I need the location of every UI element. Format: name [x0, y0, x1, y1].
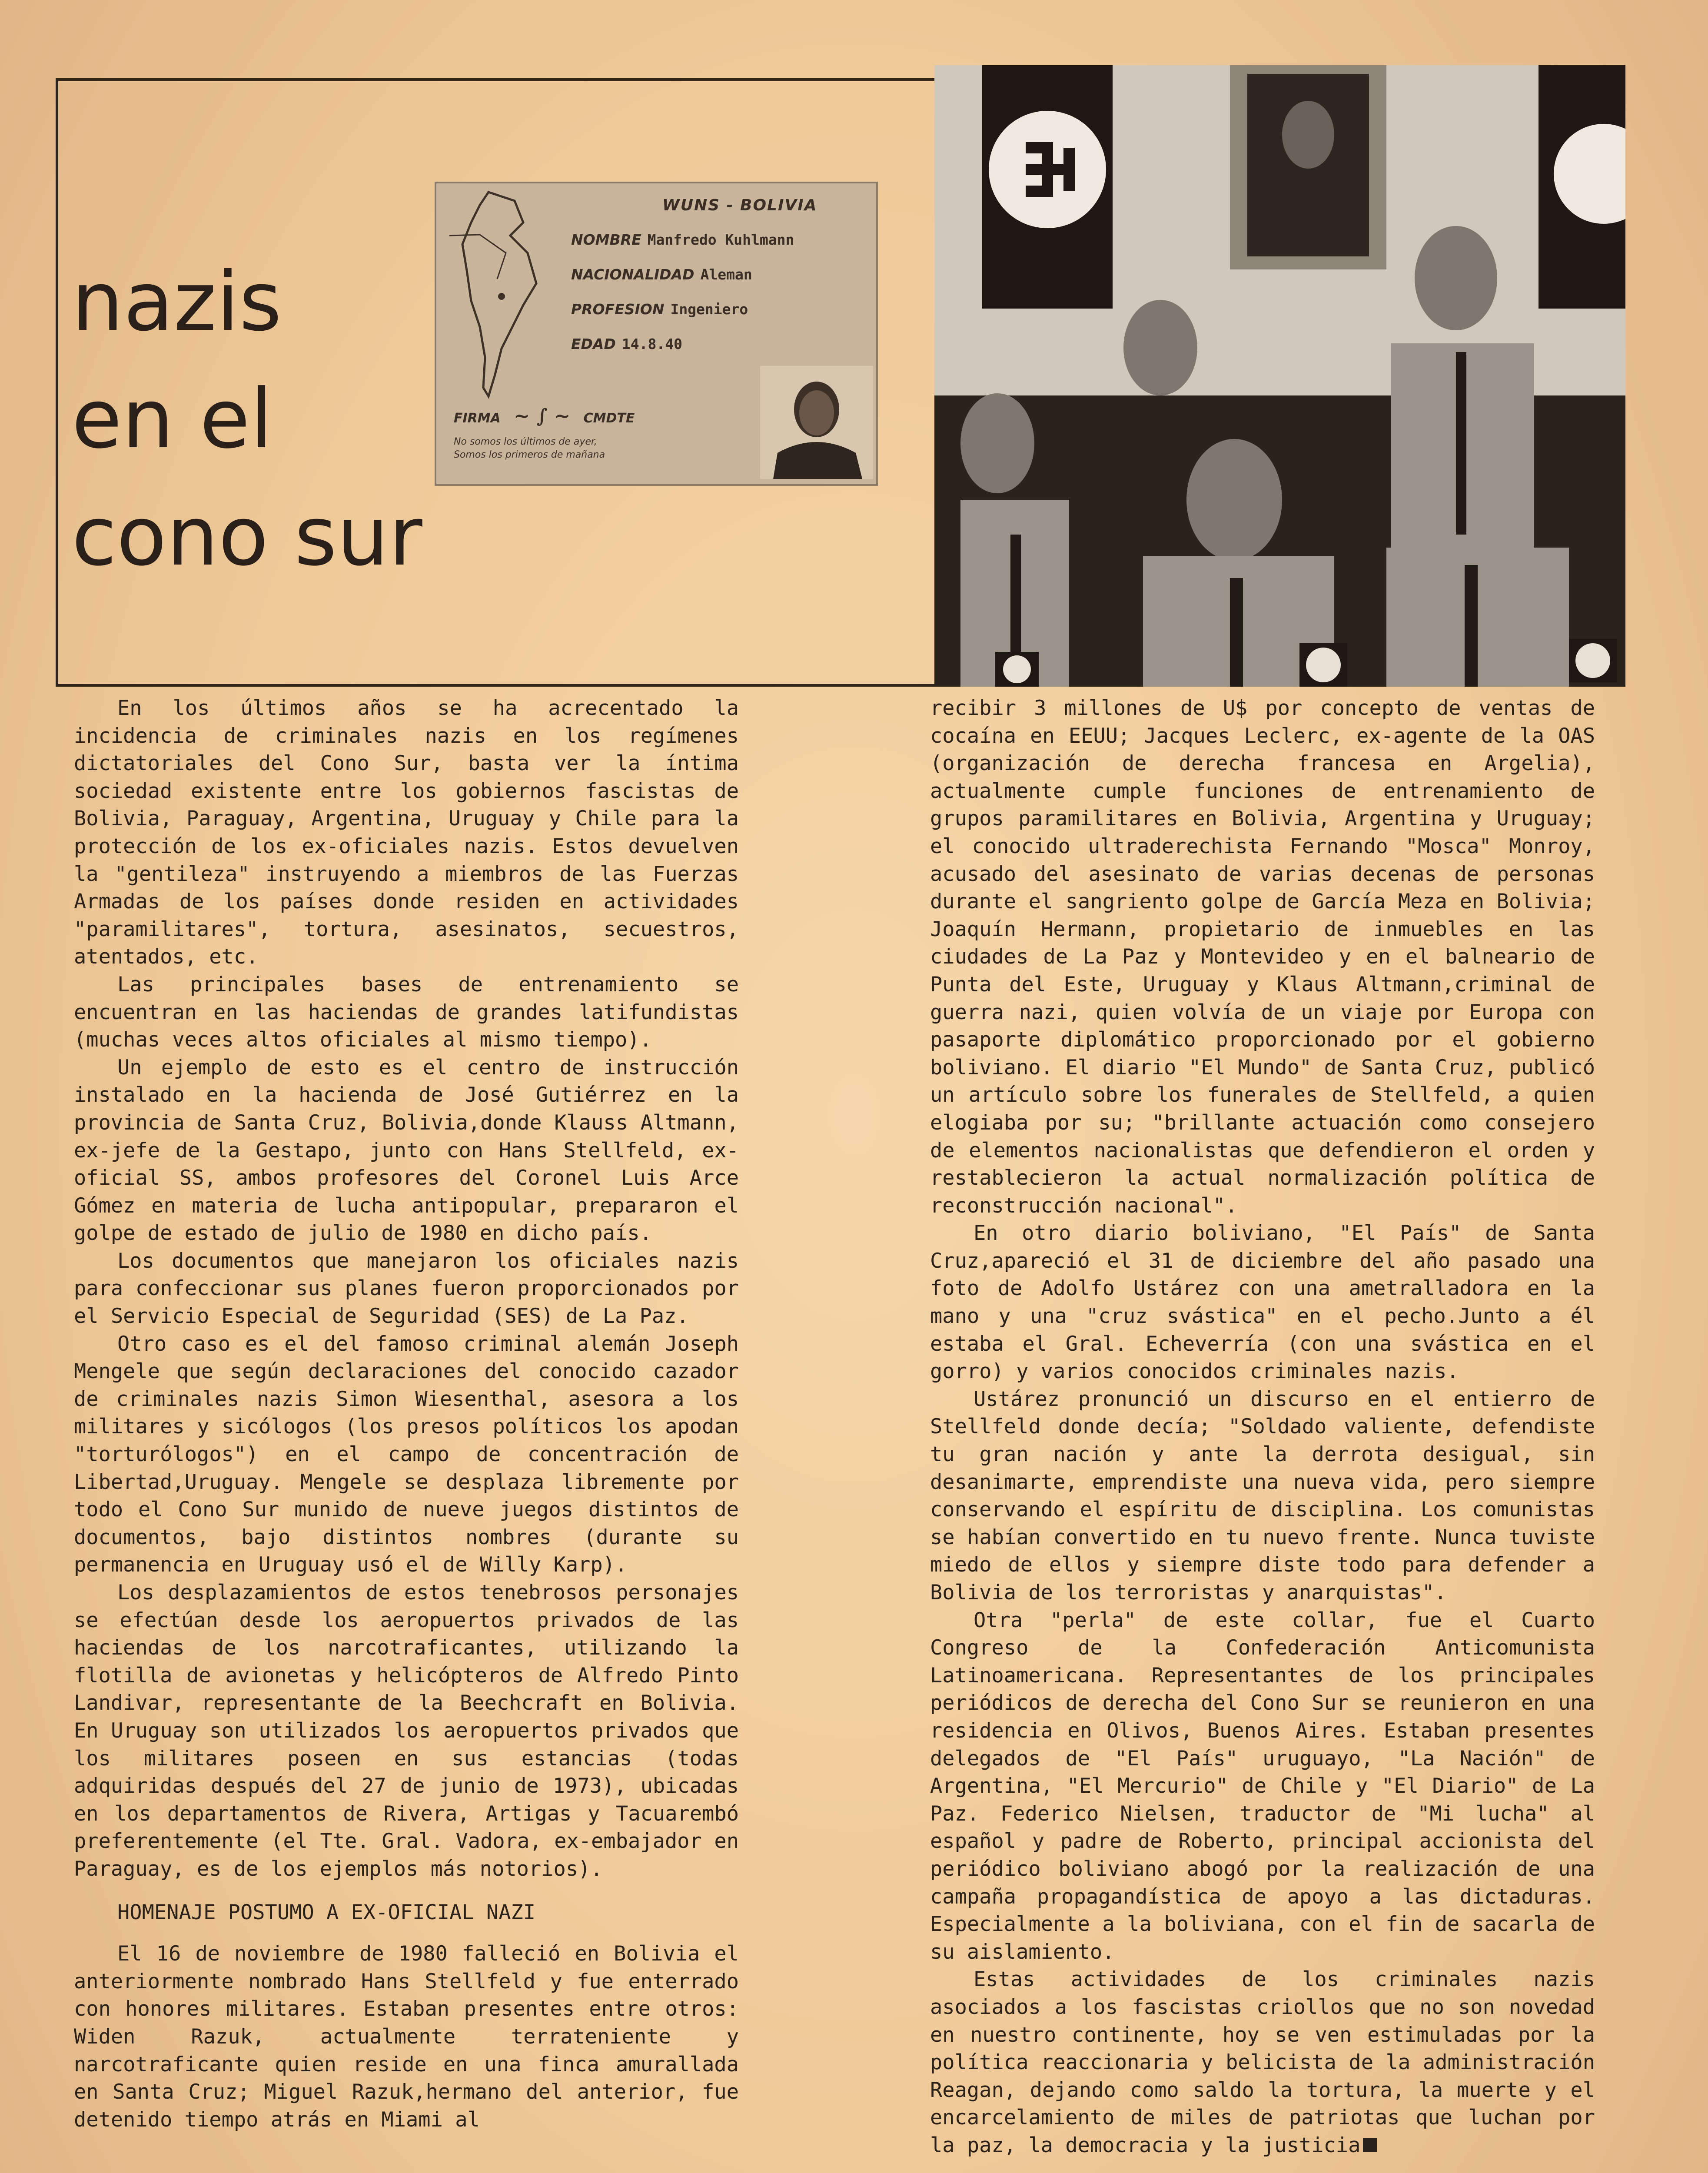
nacionalidad-label: NACIONALIDAD: [571, 266, 694, 283]
section-subheading: HOMENAJE POSTUMO A EX-OFICIAL NAZI: [117, 1900, 536, 1924]
group-photograph: [934, 65, 1625, 687]
nacionalidad-value: Aleman: [700, 266, 752, 283]
article-title: [72, 243, 422, 595]
id-card-nacionalidad-row: [571, 266, 752, 283]
id-card-profesion-row: [571, 301, 748, 318]
paragraph-continuation: recibir 3 millones de U$ por concepto de ventas de cocaína en EEUU; Jacques Leclerc, ex-agente de la OAS (organización de derecha francesa en Argelia), actualmente cumple funciones de entrenamiento de grupos paramilitares en Bolivia, Argentina y Uruguay; el conocido ultraderechista Fernando "Mosca" Monroy, acusado del asesinato de varias decenas de personas durante el sangriento golpe de García Meza en Bolivia; Joaquín Hermann, propietario de inmuebles en las ciudades de La Paz y Montevideo y en el balneario de Punta del Este, Uruguay y Klaus Altmann,criminal de guerra nazi, quien volvía de un viaje por Europa con pasaporte diplomático proporcionado por el gobierno boliviano. El diario "El Mundo" de Santa Cruz, publicó un artículo sobre los funerales de Stellfeld, a quien elogiaba por su; "brillante actuación como consejero de elementos nacionalistas que defendieron el orden y restablecieron la actual normalización política de reconstrucción nacional".: [930, 696, 1595, 1218]
title-line-2: en el: [72, 372, 273, 467]
article-left-column: [74, 694, 739, 2133]
cmdte-label: CMDTE: [583, 411, 635, 426]
paragraph: En los últimos años se ha acrecentado la incidencia de criminales nazis en los regímenes dictatoriales del Cono Sur, basta ver la íntima sociedad existente entre los gobiernos fascistas de Bolivia, Paraguay, Argentina, Uruguay y Chile para la protección de los ex-oficiales nazis. Estos devuelven la "gentileza" instruyendo a miembros de las Fuerzas Armadas de los países donde residen en actividades "paramilitares", tortura, asesinatos, secuestros, atentados, etc.: [74, 696, 739, 969]
paragraph: Otro caso es el del famoso criminal alemán Joseph Mengele que según declaraciones del conocido cazador de criminales nazis Simon Wiesenthal, asesora a los militares y sicólogos (los presos políticos los apodan "torturólogos") en el campo de concentración de Libertad,Uruguay. Mengele se desplaza libremente por todo el Cono Sur munido de nueve juegos distintos de documentos, bajo distintos nombres (durante su permanencia en Uruguay usó el de Willy Karp).: [74, 1332, 739, 1577]
title-line-1: nazis: [72, 254, 282, 349]
id-card-nombre-row: [571, 231, 794, 248]
id-card-image: [435, 182, 878, 486]
signature-icon: ~ ∫ ~: [514, 405, 571, 427]
paragraph: En otro diario boliviano, "El País" de Santa Cruz,apareció el 31 de diciembre del año pasado una foto de Adolfo Ustárez con una ametralladora en la mano y una "cruz svástica" en el pecho.Junto a él estaba el Gral. Echeverría (con una svástica en el gorro) y varios conocidos criminales nazis.: [930, 1221, 1595, 1384]
end-mark-icon: [1363, 2138, 1377, 2152]
id-card-slogan: [454, 435, 605, 462]
id-card-edad-row: [571, 336, 682, 352]
paragraph: Los desplazamientos de estos tenebrosos personajes se efectúan desde los aeropuertos privados de las haciendas de los narcotraficantes, utilizando la flotilla de avionetas y helicópteros de Alfredo Pinto Landivar, representante de la Beechcraft en Bolivia. En Uruguay son utilizados los aeropuertos privados que los militares poseen en sus estancias (todas adquiridas después del 27 de junio de 1973), ubicadas en los departamentos de Rivera, Artigas y Tacuarembó preferentemente (el Tte. Gral. Vadora, ex-embajador en Paraguay, es de los ejemplos más notorios).: [74, 1581, 739, 1881]
paragraph: Los documentos que manejaron los oficiales nazis para confeccionar sus planes fueron proporcionados por el Servicio Especial de Seguridad (SES) de La Paz.: [74, 1249, 739, 1329]
paragraph: El 16 de noviembre de 1980 falleció en Bolivia el anteriormente nombrado Hans Stellfeld y fue enterrado con honores militares. Estaban presentes entre otros: Widen Razuk, actualmente terrateniente y narcotraficante quien reside en una finca amurallada en Santa Cruz; Miguel Razuk,hermano del anterior, fue detenido tiempo atrás en Miami al: [74, 1942, 739, 2132]
paragraph: Ustárez pronunció un discurso en el entierro de Stellfeld donde decía; "Soldado valiente, defendiste tu gran nación y ante la derrota desigual, sin desanimarte, emprendiste una nueva vida, pero siempre conservando el espíritu de disciplina. Los comunistas se habían convertido en tu nuevo frente. Nunca tuviste miedo de ellos y siempre diste todo para defender a Bolivia de los terroristas y anarquistas".: [930, 1387, 1595, 1605]
title-line-3: cono sur: [72, 489, 422, 584]
slogan-line-1: No somos los últimos de ayer,: [454, 436, 597, 447]
profesion-label: PROFESION: [571, 301, 665, 318]
final-paragraph-text: Estas actividades de los criminales nazis asociados a los fascistas criollos que no son novedad en nuestro continente, hoy se ven estimuladas por la política reaccionaria y belicista de la administración Reagan, dejando como saldo la tortura, la muerte y el encarcelamiento de miles de patriotas que luchan por la paz, la democracia y la justicia: [930, 1967, 1595, 2157]
portrait-photo: [760, 366, 873, 479]
paragraph: Un ejemplo de esto es el centro de instrucción instalado en la hacienda de José Gutiérrez en la provincia de Santa Cruz, Bolivia,donde Klauss Altmann, ex-jefe de la Gestapo, junto con Hans Stellfeld, ex-oficial SS, ambos profesores del Coronel Luis Arce Gómez en materia de lucha antipopular, prepararon el golpe de estado de julio de 1980 en dicho país.: [74, 1055, 739, 1246]
nombre-value: Manfredo Kuhlmann: [647, 231, 794, 248]
id-card-firma: [454, 405, 635, 427]
paragraph: Las principales bases de entrenamiento se encuentran en las haciendas de grandes latifundistas (muchas veces altos oficiales al mismo tiempo).: [74, 972, 739, 1052]
id-card-organization: WUNS - BOLIVIA: [662, 196, 817, 214]
edad-value: 14.8.40: [621, 336, 682, 352]
firma-label: FIRMA: [454, 411, 501, 426]
final-paragraph: [930, 1966, 1595, 2159]
paragraph: Otra "perla" de este collar, fue el Cuarto Congreso de la Confederación Anticomunista Latinoamericana. Representantes de los principales periódicos de derecha del Cono Sur se reunieron en una residencia en Olivos, Buenos Aires. Estaban presentes delegados de "El País" uruguayo, "La Nación" de Argentina, "El Mercurio" de Chile y "El Diario" de La Paz. Federico Nielsen, traductor de "Mi lucha" al español y padre de Roberto, principal accionista del periódico boliviano abogó por la realización de una campaña propagandística de apoyo a las dictaduras. Especialmente a la boliviana, con el fin de sacarla de su aislamiento.: [930, 1608, 1595, 1964]
profesion-value: Ingeniero: [670, 301, 748, 318]
article-right-column: [930, 694, 1595, 2159]
edad-label: EDAD: [571, 336, 616, 352]
slogan-line-2: Somos los primeros de mañana: [454, 449, 605, 460]
nombre-label: NOMBRE: [571, 231, 641, 248]
